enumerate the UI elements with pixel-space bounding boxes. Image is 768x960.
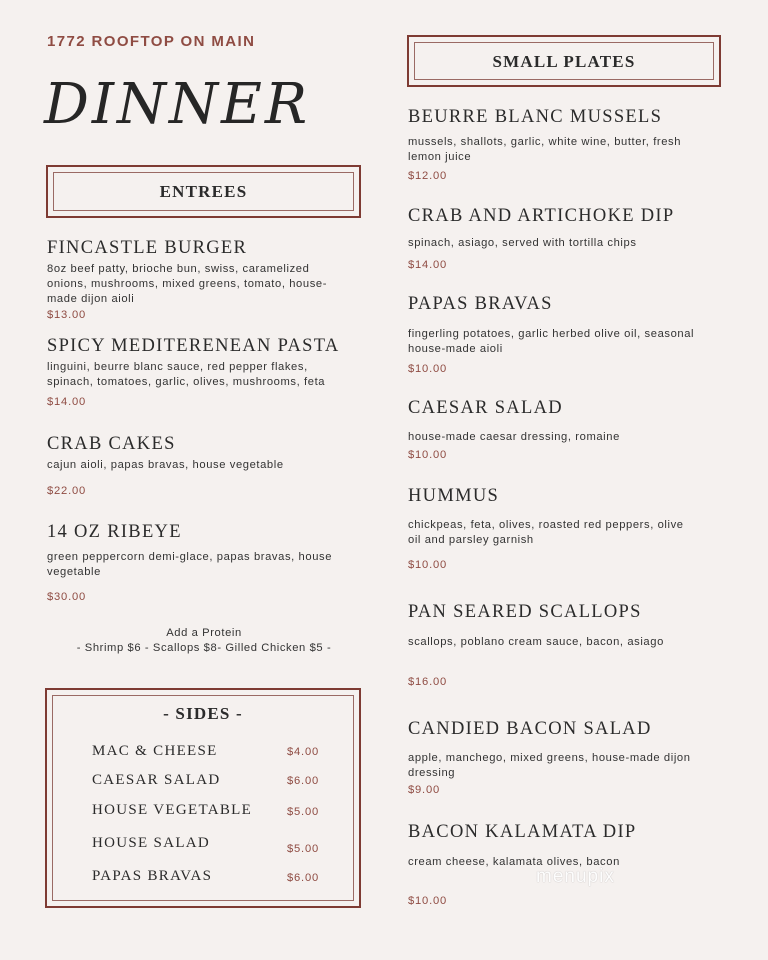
entree-price: $22.00 (47, 485, 87, 497)
plate-desc-line: spinach, asiago, served with tortilla chips (408, 237, 637, 249)
plate-name: PAPAS BRAVAS (408, 294, 553, 314)
entree-desc-line: cajun aioli, papas bravas, house vegetable (47, 459, 284, 471)
entree-desc (47, 550, 367, 580)
entree-name: FINCASTLE BURGER (47, 238, 248, 258)
plate-desc-line: apple, manchego, mixed greens, house-made dijon (408, 752, 691, 764)
side-price: $5.00 (287, 806, 319, 818)
entree-price: $30.00 (47, 591, 87, 603)
entree-desc-line: spinach, tomatoes, garlic, olives, mushrooms, feta (47, 376, 326, 388)
plate-desc-line: house-made caesar dressing, romaine (408, 431, 620, 443)
plate-price: $9.00 (408, 784, 440, 796)
entree-item (47, 238, 247, 259)
small-plates-heading: SMALL PLATES (492, 52, 636, 71)
entree-name: SPICY MEDITERENEAN PASTA (47, 336, 340, 356)
plate-desc (408, 236, 728, 251)
plate-name: BACON KALAMATA DIP (408, 822, 637, 842)
plate-desc-line: fingerling potatoes, garlic herbed olive oil, seasonal (408, 328, 695, 340)
plate-desc-line: mussels, shallots, garlic, white wine, butter, fresh (408, 136, 682, 148)
plate-name: CANDIED BACON SALAD (408, 719, 652, 739)
side-name: CAESAR SALAD (92, 772, 221, 788)
plate-desc (408, 430, 728, 445)
side-name: HOUSE VEGETABLE (92, 802, 253, 818)
restaurant-name: 1772 ROOFTOP ON MAIN (47, 33, 256, 50)
plate-price: $10.00 (408, 363, 448, 375)
entree-desc (47, 262, 367, 307)
protein-title: Add a Protein (166, 627, 242, 639)
plate-desc (408, 518, 728, 548)
watermark: menupix (536, 866, 615, 887)
plate-name: BEURRE BLANC MUSSELS (408, 107, 663, 127)
plate-desc (408, 135, 728, 165)
plate-desc-line: lemon juice (408, 151, 472, 163)
plate-desc-line: dressing (408, 767, 456, 779)
entree-desc-line: green peppercorn demi-glace, papas bravas, house (47, 551, 333, 563)
sides-heading: - SIDES - (163, 704, 243, 723)
plate-desc-line: house-made aioli (408, 343, 503, 355)
protein-list: - Shrimp $6 - Scallops $8- Gilled Chicken $5 - (76, 642, 332, 654)
plate-desc (408, 635, 728, 650)
entree-name: 14 OZ RIBEYE (47, 522, 182, 542)
plate-price: $14.00 (408, 259, 448, 271)
side-name: HOUSE SALAD (92, 835, 211, 851)
plate-name: HUMMUS (408, 486, 500, 506)
plate-price: $10.00 (408, 895, 448, 907)
plate-desc-line: chickpeas, feta, olives, roasted red peppers, olive (408, 519, 684, 531)
plate-price: $10.00 (408, 449, 448, 461)
plate-desc (408, 751, 728, 781)
plate-desc-line: oil and parsley garnish (408, 534, 534, 546)
side-price: $4.00 (287, 746, 319, 758)
entree-desc-line: 8oz beef patty, brioche bun, swiss, caramelized (47, 263, 310, 275)
plate-desc-line: cream cheese, kalamata olives, bacon (408, 856, 620, 868)
entree-price: $13.00 (47, 309, 87, 321)
entrees-heading-box (46, 165, 361, 218)
entree-desc-line: vegetable (47, 566, 101, 578)
menu-title: DINNER (44, 72, 311, 137)
entree-desc-line: made dijon aioli (47, 293, 135, 305)
plate-desc-line: scallops, poblano cream sauce, bacon, asiago (408, 636, 664, 648)
plate-price: $12.00 (408, 170, 448, 182)
entrees-heading: ENTREES (159, 182, 248, 201)
entree-name: CRAB CAKES (47, 434, 176, 454)
entree-desc (47, 458, 367, 473)
entree-desc-line: linguini, beurre blanc sauce, red pepper flakes, (47, 361, 308, 373)
plate-price: $16.00 (408, 676, 448, 688)
plate-name: CAESAR SALAD (408, 398, 563, 418)
plate-name: PAN SEARED SCALLOPS (408, 602, 642, 622)
entree-price: $14.00 (47, 396, 87, 408)
side-price: $5.00 (287, 843, 319, 855)
plate-price: $10.00 (408, 559, 448, 571)
entree-desc (47, 360, 367, 390)
entree-desc-line: onions, mushrooms, mixed greens, tomato, house- (47, 278, 328, 290)
side-price: $6.00 (287, 775, 319, 787)
side-price: $6.00 (287, 872, 319, 884)
sides-box (45, 688, 361, 908)
side-name: MAC & CHEESE (92, 743, 218, 759)
plate-desc (408, 327, 728, 357)
plate-name: CRAB AND ARTICHOKE DIP (408, 206, 675, 226)
small-plates-heading-box (407, 35, 721, 87)
side-name: PAPAS BRAVAS (92, 868, 213, 884)
